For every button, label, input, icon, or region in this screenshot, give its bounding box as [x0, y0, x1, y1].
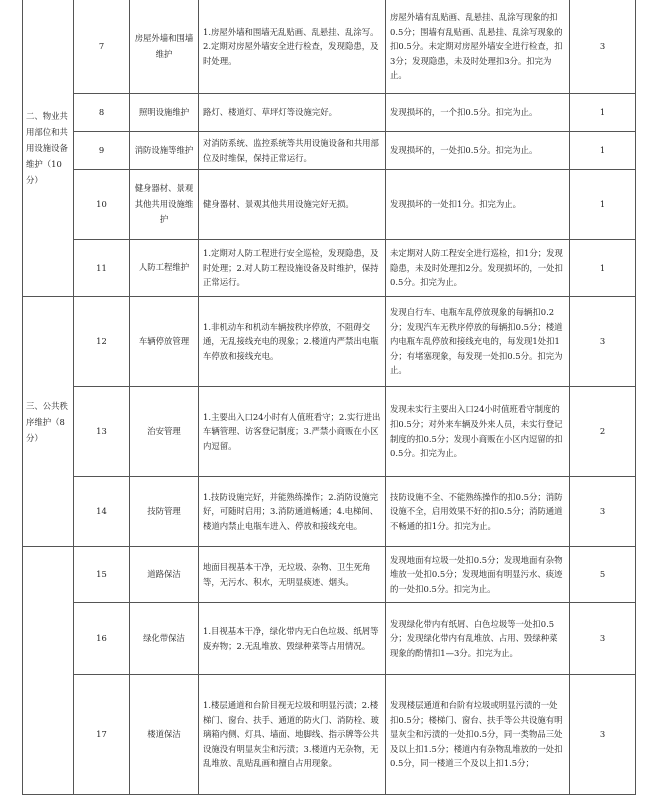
standard-text: 1.技防设施完好，并能熟练操作；2.消防设施完好，可随时启用；3.消防通道畅通；4.电梯间、楼道内禁止电瓶车进入、停放和接线充电。: [199, 477, 386, 547]
item-name: 消防设施等维护: [130, 132, 199, 170]
deduction-text: 发现损坏的一处扣1分。扣完为止。: [386, 170, 570, 240]
standard-text: 地面目视基本干净，无垃圾、杂物、卫生死角等，无污水、积水，无明显痰迹、烟头。: [199, 547, 386, 603]
item-name: 治安管理: [130, 387, 199, 477]
standard-text: 1.目视基本干净，绿化带内无白色垃圾、纸屑等废弃物；2.无乱堆放、毁绿种菜等占用情况。: [199, 603, 386, 675]
category-cell: 二、物业共用部位和共用设施设备维护（10分）: [23, 0, 74, 297]
evaluation-table: [22, 0, 636, 795]
deduction-text: 房屋外墙有乱贴画、乱悬挂、乱涂写现象的扣0.5分；围墙有乱贴画、乱悬挂、乱涂写现象的扣0.5分。未定期对房屋外墙安全进行检查，扣3分；发现隐患，未及时处理扣3分。扣完为止。: [386, 0, 570, 94]
table-row: [23, 603, 636, 675]
table-row: [23, 170, 636, 240]
table-row: [23, 0, 636, 94]
standard-text: 路灯、楼道灯、草坪灯等设施完好。: [199, 94, 386, 132]
item-name: 绿化带保洁: [130, 603, 199, 675]
score-value: 2: [570, 387, 636, 477]
score-value: 5: [570, 547, 636, 603]
deduction-text: 发现地面有垃圾一处扣0.5分；发现地面有杂物堆放一处扣0.5分；发现地面有明显污水、痰迹的一处扣0.5分。扣完为止。: [386, 547, 570, 603]
table-row: [23, 477, 636, 547]
score-value: 3: [570, 603, 636, 675]
category-cell: 三、公共秩序维护（8分）: [23, 297, 74, 547]
standard-text: 1.定期对人防工程进行安全巡检，发现隐患，及时处理；2.对人防工程设施设备及时维护，保持正常运行。: [199, 240, 386, 297]
category-cell: [23, 547, 74, 795]
deduction-text: 发现未实行主要出入口24小时值班看守制度的扣0.5分；对外来车辆及外来人员，未实行登记制度的扣0.5分；发现小商贩在小区内逗留的扣0.5分。扣完为止。: [386, 387, 570, 477]
table-row: [23, 132, 636, 170]
standard-text: 1.非机动车和机动车辆按秩序停放，不阻碍交通，无乱接线充电的现象；2.楼道内严禁出电瓶车停放和接线充电。: [199, 297, 386, 387]
item-name: 楼道保洁: [130, 675, 199, 795]
item-number: 13: [74, 387, 130, 477]
score-value: 1: [570, 132, 636, 170]
standard-text: 1.主要出入口24小时有人值班看守；2.实行进出车辆管理、访客登记制度；3.严禁小商贩在小区内逗留。: [199, 387, 386, 477]
item-number: 9: [74, 132, 130, 170]
item-number: 11: [74, 240, 130, 297]
item-number: 17: [74, 675, 130, 795]
item-number: 8: [74, 94, 130, 132]
table-row: [23, 240, 636, 297]
score-value: 1: [570, 240, 636, 297]
table-row: [23, 675, 636, 795]
score-value: 1: [570, 170, 636, 240]
table-row: [23, 547, 636, 603]
item-number: 16: [74, 603, 130, 675]
item-name: 技防管理: [130, 477, 199, 547]
item-number: 15: [74, 547, 130, 603]
table-row: [23, 94, 636, 132]
item-name: 道路保洁: [130, 547, 199, 603]
item-name: 人防工程维护: [130, 240, 199, 297]
standard-text: 健身器材、景观其他共用设施完好无损。: [199, 170, 386, 240]
score-value: 3: [570, 477, 636, 547]
item-number: 14: [74, 477, 130, 547]
score-value: 1: [570, 94, 636, 132]
item-name: 健身器材、景观其他共用设施维护: [130, 170, 199, 240]
item-number: 12: [74, 297, 130, 387]
deduction-text: 技防设施不全、不能熟练操作的扣0.5分；消防设施不全，启用效果不好的扣0.5分；消防通道不畅通的扣1分。扣完为止。: [386, 477, 570, 547]
deduction-text: 未定期对人防工程安全进行巡检，扣1分；发现隐患，未及时处理扣2分。发现损坏的，一处扣0.5分。扣完为止。: [386, 240, 570, 297]
deduction-text: 发现绿化带内有纸屑、白色垃圾等一处扣0.5分；发现绿化带内有乱堆放、占用、毁绿种菜现象的酌情扣1—3分。扣完为止。: [386, 603, 570, 675]
score-value: 3: [570, 0, 636, 94]
standard-text: 1.房屋外墙和围墙无乱贴画、乱悬挂、乱涂写。 2.定期对房屋外墙安全进行检查，发现隐患，及时处理。: [199, 0, 386, 94]
deduction-text: 发现自行车、电瓶车乱停放现象的每辆扣0.2分；发现汽车无秩序停放的每辆扣0.5分；楼道内电瓶车乱停放和接线充电的，每发现1处扣1分；有堵塞现象，每发现一处扣0.5分。扣完为止。: [386, 297, 570, 387]
standard-text: 1.楼层通道和台阶目视无垃圾和明显污渍；2.楼梯门、窗台、扶手、通道的防火门、消防栓、玻璃箱内侧、灯具、墙面、地脚线、指示牌等公共设施没有明显灰尘和污渍；3.楼道内无杂物，无乱堆放、乱贴乱画和擅自占用现象。: [199, 675, 386, 795]
item-name: 照明设施维护: [130, 94, 199, 132]
score-value: 3: [570, 675, 636, 795]
table-row: [23, 387, 636, 477]
item-number: 10: [74, 170, 130, 240]
item-number: 7: [74, 0, 130, 94]
deduction-text: 发现损坏的，一个扣0.5分。扣完为止。: [386, 94, 570, 132]
table-row: [23, 297, 636, 387]
score-value: 3: [570, 297, 636, 387]
standard-text: 对消防系统、监控系统等共用设施设备和共用部位及时维保，保持正常运行。: [199, 132, 386, 170]
deduction-text: 发现楼层通道和台阶有垃圾或明显污渍的一处扣0.5分；楼梯门、窗台、扶手等公共设施有明显灰尘和污渍的一处扣0.5分，同一类物品三处及以上扣1.5分；楼道内有杂物乱堆放的一处扣0.5分，同一楼道三个及以上扣1.5分；: [386, 675, 570, 795]
item-name: 车辆停放管理: [130, 297, 199, 387]
item-name: 房屋外墙和围墙维护: [130, 0, 199, 94]
deduction-text: 发现损坏的，一处扣0.5分。扣完为止。: [386, 132, 570, 170]
